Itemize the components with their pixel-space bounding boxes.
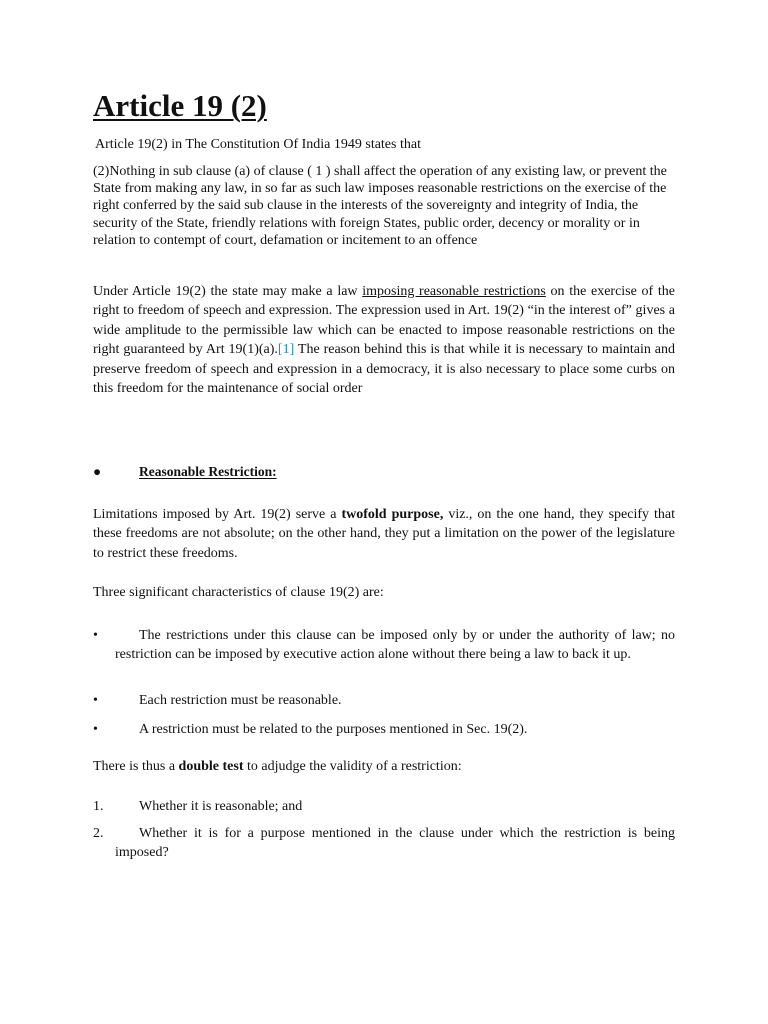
paragraph-limitations [93, 505, 675, 563]
bullet-icon: • [93, 722, 98, 737]
page-title: Article 19 (2) [93, 88, 267, 123]
list-item-text: The restrictions under this clause can be imposed only by or under the authority of law; no restriction can be imposed by executive action alone without there being a law to back it up. [115, 628, 675, 663]
intro-text: Article 19(2) in The Constitution Of India 1949 states that [95, 137, 421, 152]
bullet-icon: ● [93, 464, 102, 479]
paragraph-text: viz., on the one hand, they specify that these freedoms are not absolute; on the other hand, they put a limitation on the power of the legislature to restrict these freedoms. [93, 507, 675, 561]
list-number: 1. [93, 799, 104, 814]
bold-phrase: double test [178, 759, 244, 774]
list-number: 2. [93, 826, 104, 841]
list-item [93, 691, 675, 710]
footnote-reference-link[interactable]: [1] [277, 342, 295, 358]
bullet-icon: • [93, 628, 98, 643]
paragraph-text: The reason behind this is that while it is necessary to maintain and preserve freedom of speech and expression in a democracy, it is also necessary to place some curbs on this freedom for the maintenance of social order [93, 342, 676, 397]
paragraph-text: Under Article 19(2) the state may make a law [93, 284, 363, 299]
article-quote: (2)Nothing in sub clause (a) of clause ( 1 ) shall affect the operation of any existing law, or prevent the State from making any law, in so far as such law imposes reasonable restrictions on the exercise of the right conferred by the said sub clause in the interests of the sovereignty and integrity of India, the security of the State, friendly relations with foreign States, public order, decency or morality or in relation to contempt of court, defamation or incitement to an offence [93, 164, 667, 248]
paragraph-text: on the exercise of the right to freedom of speech and expression. The expression used in Art. 19(2) “in the interest of” gives a wide amplitude to the permissible law which can be enacted to impose reasonable restrictions on the right guaranteed by Art 19(1)(a). [93, 284, 675, 358]
list-item [93, 626, 675, 665]
list-item-text: Each restriction must be reasonable. [139, 693, 342, 708]
numbered-item [93, 797, 675, 816]
paragraph-characteristics-intro: Three significant characteristics of clause 19(2) are: [93, 585, 384, 600]
paragraph-text: Limitations imposed by Art. 19(2) serve a [93, 507, 342, 522]
paragraph-text: There is thus a [93, 759, 179, 774]
numbered-item-text: Whether it is reasonable; and [139, 799, 303, 814]
underlined-phrase: imposing reasonable restrictions [362, 284, 546, 299]
list-item-text: A restriction must be related to the purposes mentioned in Sec. 19(2). [139, 722, 528, 737]
numbered-item [93, 824, 675, 863]
numbered-item-text: Whether it is for a purpose mentioned in the clause under which the restriction is being imposed? [115, 826, 675, 861]
section-heading: Reasonable Restriction: [139, 464, 277, 479]
bold-phrase: twofold purpose, [341, 507, 444, 522]
paragraph-explanation [93, 282, 675, 398]
bullet-icon: • [93, 693, 98, 708]
paragraph-text: to adjudge the validity of a restriction: [243, 759, 462, 774]
paragraph-double-test [93, 758, 462, 776]
list-item [93, 720, 675, 739]
